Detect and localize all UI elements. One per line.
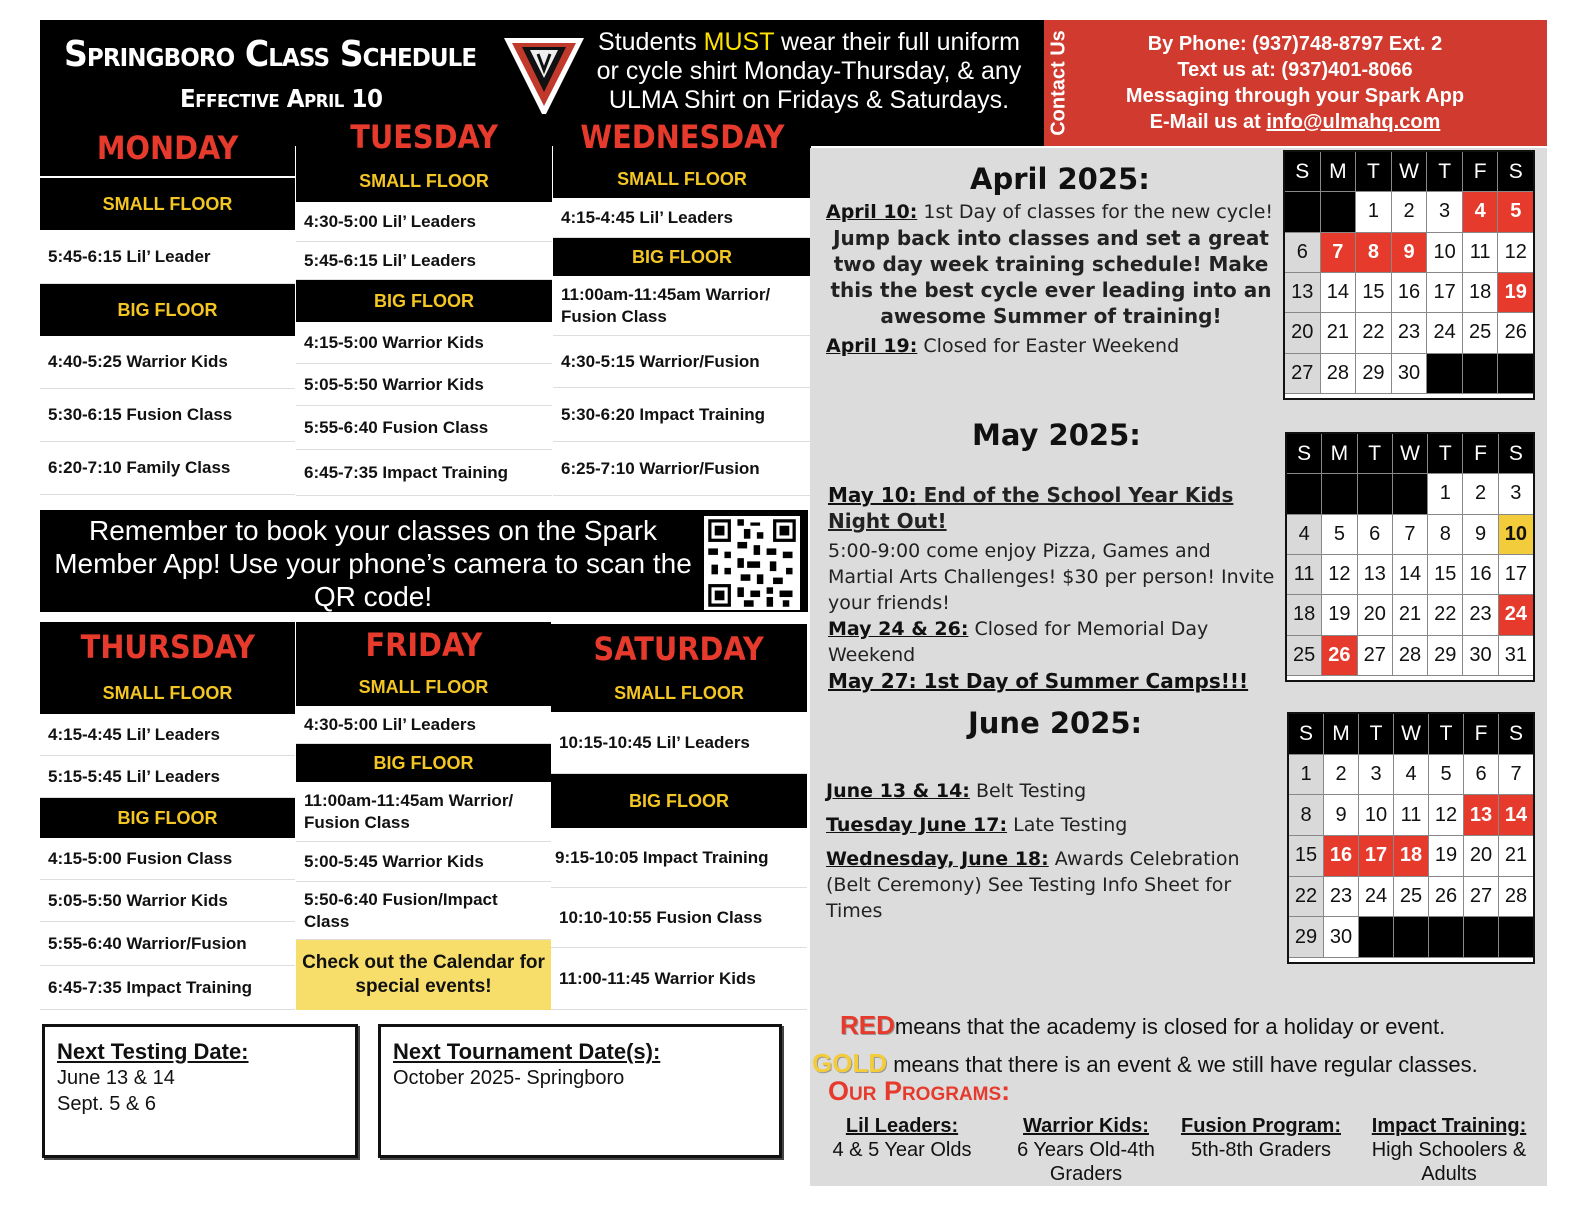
class-slot: 4:15-5:00 Warrior Kids: [296, 322, 552, 364]
saturday-small-floor: SMALL FLOOR: [551, 674, 807, 712]
program-item: Warrior Kids: 6 Years Old-4th Graders: [1017, 1115, 1155, 1185]
class-slot: 5:05-5:50 Warrior Kids: [40, 880, 295, 922]
page-title: Springboro Class Schedule: [64, 34, 477, 75]
thursday-small-floor: SMALL FLOOR: [40, 672, 295, 714]
calendar-day: 29: [1289, 917, 1324, 958]
weekday-header: M: [1321, 152, 1357, 192]
weekday-header: W: [1393, 434, 1428, 474]
june-events: June 13 & 14: Belt Testing Tuesday June 17: Late Testing Wednesday, June 18: Awards Celebration (Belt Ceremony) See Testing Info Sheet for Times: [826, 780, 1240, 922]
calendar-day: 15: [1428, 555, 1463, 595]
day-tuesday: TUESDAY: [296, 114, 552, 160]
saturday-big-floor: BIG FLOOR: [551, 774, 807, 828]
calendar-day: 14: [1321, 273, 1357, 313]
calendar-day: 9: [1463, 515, 1498, 555]
calendar-day: 6: [1464, 755, 1499, 796]
april-title: April 2025:: [970, 162, 1150, 196]
calendar-blank: [1358, 474, 1393, 514]
calendar-day: 10: [1359, 795, 1394, 836]
contact-phone: By Phone: (937)748-8797 Ext. 2: [1147, 33, 1443, 55]
testing-date-1: June 13 & 14: [57, 1067, 175, 1089]
tournament-box: [378, 1024, 782, 1158]
calendar-blank: [1464, 917, 1499, 958]
may-title: May 2025:: [972, 418, 1141, 452]
calendar-day: 16: [1324, 836, 1359, 877]
calendar-day: 16: [1463, 555, 1498, 595]
calendar-day: 14: [1393, 555, 1428, 595]
class-slot: 9:15-10:05 Impact Training: [551, 828, 807, 888]
april-calendar: [1283, 150, 1535, 400]
program-item: Impact Training: High Schoolers & Adults: [1371, 1115, 1527, 1185]
calendar-day: 15: [1289, 836, 1324, 877]
april-ev1-bold: Jump back into classes and set a great two day week training schedule! Make this the best cycle ever leading into an awesome Summer of training!: [830, 226, 1272, 328]
calendar-day: 17: [1499, 555, 1533, 595]
programs-title: Our Programs:: [828, 1076, 1011, 1106]
calendar-day: 2: [1392, 192, 1428, 232]
calendar-day: 28: [1393, 636, 1428, 676]
calendar-day: 11: [1394, 795, 1429, 836]
class-slot: 11:00-11:45 Warrior Kids: [551, 948, 807, 1010]
weekday-header: S: [1289, 714, 1324, 755]
calendar-day: 6: [1358, 515, 1393, 555]
april-ev1-date: April 10:: [826, 201, 918, 223]
calendar-day: 25: [1394, 877, 1429, 918]
weekday-header: S: [1499, 714, 1533, 755]
weekday-header: W: [1392, 152, 1428, 192]
calendar-day: 23: [1463, 595, 1498, 635]
calendar-day: 19: [1322, 595, 1357, 635]
calendar-day: 18: [1394, 836, 1429, 877]
class-slot: 4:30-5:00 Lil’ Leaders: [296, 202, 552, 242]
calendar-day: 7: [1321, 233, 1357, 273]
weekday-header: M: [1322, 434, 1357, 474]
calendar-day: 2: [1463, 474, 1498, 514]
june-ev3-date: Wednesday, June 18:: [826, 848, 1049, 870]
calendar-day: 30: [1463, 636, 1498, 676]
class-slot: 11:00am-11:45am Warrior/ Fusion Class: [553, 276, 811, 336]
testing-heading: Next Testing Date:: [57, 1039, 249, 1064]
class-slot: 4:40-5:25 Warrior Kids: [40, 336, 295, 389]
calendar-day: 20: [1464, 836, 1499, 877]
calendar-blank: [1427, 354, 1463, 394]
calendar-day: 8: [1428, 515, 1463, 555]
class-slot: 6:25-7:10 Warrior/Fusion: [553, 442, 811, 496]
weekday-header: F: [1463, 434, 1498, 474]
calendar-note: Check out the Calendar for special events!: [296, 940, 551, 1010]
weekday-header: T: [1356, 152, 1392, 192]
calendar-day: 24: [1359, 877, 1394, 918]
calendar-day: 5: [1498, 192, 1533, 232]
weekday-header: T: [1358, 434, 1393, 474]
calendar-day: 12: [1498, 233, 1533, 273]
calendar-blank: [1322, 474, 1357, 514]
contact-email: E-Mail us at info@ulmahq.com: [1149, 111, 1441, 133]
may-calendar: [1285, 432, 1535, 682]
class-slot: 10:15-10:45 Lil’ Leaders: [551, 712, 807, 774]
june-title: June 2025:: [968, 706, 1143, 740]
calendar-day: 3: [1427, 192, 1463, 232]
may-events: May 10: End of the School Year Kids Night Out! 5:00-9:00 come enjoy Pizza, Games and Martial Arts Challenges! $30 per person! Invite your friends! May 24 & 26: Closed for Memorial Day Weekend May 27: 1st Day of Summer Camps!!!: [828, 482, 1278, 695]
calendar-day: 31: [1499, 636, 1533, 676]
calendar-day: 3: [1359, 755, 1394, 796]
calendar-day: 25: [1287, 636, 1322, 676]
calendar-blank: [1499, 917, 1533, 958]
class-slot: 11:00am-11:45am Warrior/ Fusion Class: [296, 782, 551, 842]
calendar-day: 17: [1359, 836, 1394, 877]
class-slot: 4:30-5:00 Lil’ Leaders: [296, 706, 551, 744]
class-slot: 5:30-6:20 Impact Training: [553, 388, 811, 442]
tournament-date: October 2025- Springboro: [393, 1067, 625, 1089]
day-thursday: THURSDAY: [40, 622, 295, 672]
weekday-header: S: [1287, 434, 1322, 474]
tournament-heading: Next Tournament Date(s):: [393, 1039, 661, 1064]
monday-small-floor: SMALL FLOOR: [40, 178, 295, 230]
calendar-day: 4: [1463, 192, 1499, 232]
calendar-day: 16: [1392, 273, 1428, 313]
testing-date-2: Sept. 5 & 6: [57, 1093, 156, 1115]
calendar-day: 20: [1285, 313, 1321, 353]
calendar-day: 4: [1394, 755, 1429, 796]
calendar-day: 21: [1499, 836, 1533, 877]
calendar-day: 22: [1428, 595, 1463, 635]
calendar-day: 20: [1358, 595, 1393, 635]
weekday-header: W: [1394, 714, 1429, 755]
wednesday-small-floor: SMALL FLOOR: [553, 160, 811, 198]
friday-small-floor: SMALL FLOOR: [296, 668, 551, 706]
calendar-day: 18: [1287, 595, 1322, 635]
class-slot: 5:15-5:45 Lil’ Leaders: [40, 756, 295, 798]
calendar-day: 3: [1499, 474, 1533, 514]
class-slot: 4:15-4:45 Lil’ Leaders: [553, 198, 811, 238]
calendar-day: 26: [1322, 636, 1357, 676]
tuesday-small-floor: SMALL FLOOR: [296, 160, 552, 202]
contact-info: [1080, 31, 1510, 135]
calendar-day: 8: [1289, 795, 1324, 836]
calendar-day: 27: [1358, 636, 1393, 676]
testing-box: [42, 1024, 358, 1158]
qr-code-icon[interactable]: [704, 516, 800, 610]
class-slot: 6:45-7:35 Impact Training: [296, 450, 552, 496]
june-ev2-date: Tuesday June 17:: [826, 814, 1008, 836]
calendar-day: 21: [1321, 313, 1357, 353]
calendar-day: 13: [1358, 555, 1393, 595]
calendar-blank: [1394, 917, 1429, 958]
weekday-header: S: [1499, 434, 1533, 474]
weekday-header: M: [1324, 714, 1359, 755]
calendar-day: 12: [1322, 555, 1357, 595]
weekday-header: T: [1428, 434, 1463, 474]
calendar-blank: [1498, 354, 1533, 394]
calendar-day: 19: [1429, 836, 1464, 877]
tuesday-big-floor: BIG FLOOR: [296, 280, 552, 322]
calendar-day: 18: [1463, 273, 1499, 313]
calendar-day: 7: [1499, 755, 1533, 796]
day-monday: MONDAY: [40, 124, 295, 176]
calendar-day: 5: [1429, 755, 1464, 796]
uniform-notice: Students MUST wear their full uniform or cycle shirt Monday-Thursday, & any ULMA Shirt on Fridays & Saturdays.: [596, 28, 1022, 114]
calendar-day: 25: [1463, 313, 1499, 353]
weekday-header: F: [1464, 714, 1499, 755]
email-link[interactable]: info@ulmahq.com: [1266, 111, 1441, 133]
weekday-header: T: [1359, 714, 1394, 755]
class-slot: 5:05-5:50 Warrior Kids: [296, 364, 552, 406]
calendar-day: 2: [1324, 755, 1359, 796]
calendar-day: 11: [1463, 233, 1499, 273]
may-ev1-text: 5:00-9:00 come enjoy Pizza, Games and Martial Arts Challenges! $30 per person! Invite your friends!: [828, 540, 1275, 614]
must-highlight: MUST: [703, 28, 775, 56]
class-slot: 5:45-6:15 Lil’ Leader: [40, 230, 295, 284]
class-slot: 5:55-6:40 Warrior/Fusion: [40, 922, 295, 966]
weekday-header: S: [1498, 152, 1533, 192]
thursday-big-floor: BIG FLOOR: [40, 798, 295, 838]
calendar-day: 29: [1356, 354, 1392, 394]
calendar-blank: [1429, 917, 1464, 958]
calendar-day: 22: [1356, 313, 1392, 353]
legend-gold: GOLD means that there is an event & we still have regular classes.: [812, 1048, 1478, 1078]
april-ev2-date: April 19:: [826, 335, 918, 357]
calendar-day: 28: [1321, 354, 1357, 394]
spark-app-text: Remember to book your classes on the Spark Member App! Use your phone’s camera to scan the QR code!: [54, 515, 692, 612]
weekday-header: S: [1285, 152, 1321, 192]
calendar-day: 24: [1499, 595, 1533, 635]
calendar-day: 12: [1429, 795, 1464, 836]
may-ev3: May 27: 1st Day of Summer Camps!!!: [828, 669, 1249, 693]
calendar-day: 7: [1393, 515, 1428, 555]
day-wednesday: WEDNESDAY: [553, 114, 811, 160]
calendar-day: 27: [1464, 877, 1499, 918]
contact-text: Text us at: (937)401-8066: [1177, 59, 1413, 81]
calendar-day: 19: [1498, 273, 1533, 313]
class-slot: 10:10-10:55 Fusion Class: [551, 888, 807, 948]
calendar-blank: [1285, 192, 1321, 232]
calendar-day: 30: [1392, 354, 1428, 394]
calendar-day: 29: [1428, 636, 1463, 676]
calendar-day: 1: [1428, 474, 1463, 514]
wednesday-big-floor: BIG FLOOR: [553, 238, 811, 276]
calendar-day: 24: [1427, 313, 1463, 353]
class-slot: 4:15-4:45 Lil’ Leaders: [40, 714, 295, 756]
calendar-blank: [1321, 192, 1357, 232]
calendar-blank: [1287, 474, 1322, 514]
calendar-day: 21: [1393, 595, 1428, 635]
class-slot: 5:55-6:40 Fusion Class: [296, 406, 552, 450]
calendar-day: 11: [1287, 555, 1322, 595]
june-ev1-date: June 13 & 14:: [826, 780, 970, 802]
calendar-day: 6: [1285, 233, 1321, 273]
day-friday: FRIDAY: [296, 622, 551, 668]
legend-red: REDmeans that the academy is closed for a holiday or event.: [840, 1010, 1446, 1040]
calendar-day: 9: [1392, 233, 1428, 273]
calendar-day: 4: [1287, 515, 1322, 555]
calendar-day: 30: [1324, 917, 1359, 958]
class-slot: 4:15-5:00 Fusion Class: [40, 838, 295, 880]
calendar-day: 1: [1289, 755, 1324, 796]
calendar-blank: [1463, 354, 1499, 394]
calendar-day: 8: [1356, 233, 1392, 273]
calendar-blank: [1359, 917, 1394, 958]
calendar-day: 14: [1499, 795, 1533, 836]
contact-app: Messaging through your Spark App: [1125, 85, 1465, 107]
effective-date: Effective April 10: [180, 84, 383, 113]
calendar-day: 5: [1322, 515, 1357, 555]
class-slot: 6:20-7:10 Family Class: [40, 442, 295, 495]
april-events: April 10: 1st Day of classes for the new cycle! Jump back into classes and set a great two day week training schedule! Make this the best cycle ever leading into an awesome Summer of training! April 19: Closed for Easter Weekend: [826, 199, 1276, 359]
class-slot: 4:30-5:15 Warrior/Fusion: [553, 336, 811, 388]
calendar-day: 17: [1427, 273, 1463, 313]
calendar-day: 22: [1289, 877, 1324, 918]
calendar-blank: [1393, 474, 1428, 514]
program-item: Lil Leaders: 4 & 5 Year Olds: [832, 1115, 972, 1161]
weekday-header: F: [1463, 152, 1499, 192]
calendar-day: 26: [1429, 877, 1464, 918]
calendar-day: 23: [1392, 313, 1428, 353]
friday-big-floor: BIG FLOOR: [296, 744, 551, 782]
calendar-day: 15: [1356, 273, 1392, 313]
day-saturday: SATURDAY: [551, 624, 807, 674]
class-slot: 5:50-6:40 Fusion/Impact Class: [296, 882, 551, 940]
monday-big-floor: BIG FLOOR: [40, 284, 295, 336]
class-slot: 5:45-6:15 Lil’ Leaders: [296, 242, 552, 280]
calendar-day: 10: [1499, 515, 1533, 555]
may-ev2-date: May 24 & 26:: [828, 618, 969, 640]
ulma-shield-logo-icon: [500, 34, 588, 120]
calendar-day: 27: [1285, 354, 1321, 394]
calendar-day: 23: [1324, 877, 1359, 918]
calendar-day: 13: [1285, 273, 1321, 313]
calendar-day: 9: [1324, 795, 1359, 836]
calendar-day: 13: [1464, 795, 1499, 836]
class-slot: 6:45-7:35 Impact Training: [40, 966, 295, 1010]
june-calendar: [1287, 712, 1535, 964]
calendar-day: 28: [1499, 877, 1533, 918]
class-slot: 5:30-6:15 Fusion Class: [40, 389, 295, 442]
calendar-day: 10: [1427, 233, 1463, 273]
calendar-day: 26: [1498, 313, 1533, 353]
weekday-header: T: [1429, 714, 1464, 755]
calendar-day: 1: [1356, 192, 1392, 232]
program-item: Fusion Program: 5th-8th Graders: [1180, 1115, 1341, 1161]
contact-label: Contact Us: [1047, 30, 1070, 136]
weekday-header: T: [1427, 152, 1463, 192]
class-slot: 5:00-5:45 Warrior Kids: [296, 842, 551, 882]
may-ev1-date: May 10:: [828, 483, 917, 507]
